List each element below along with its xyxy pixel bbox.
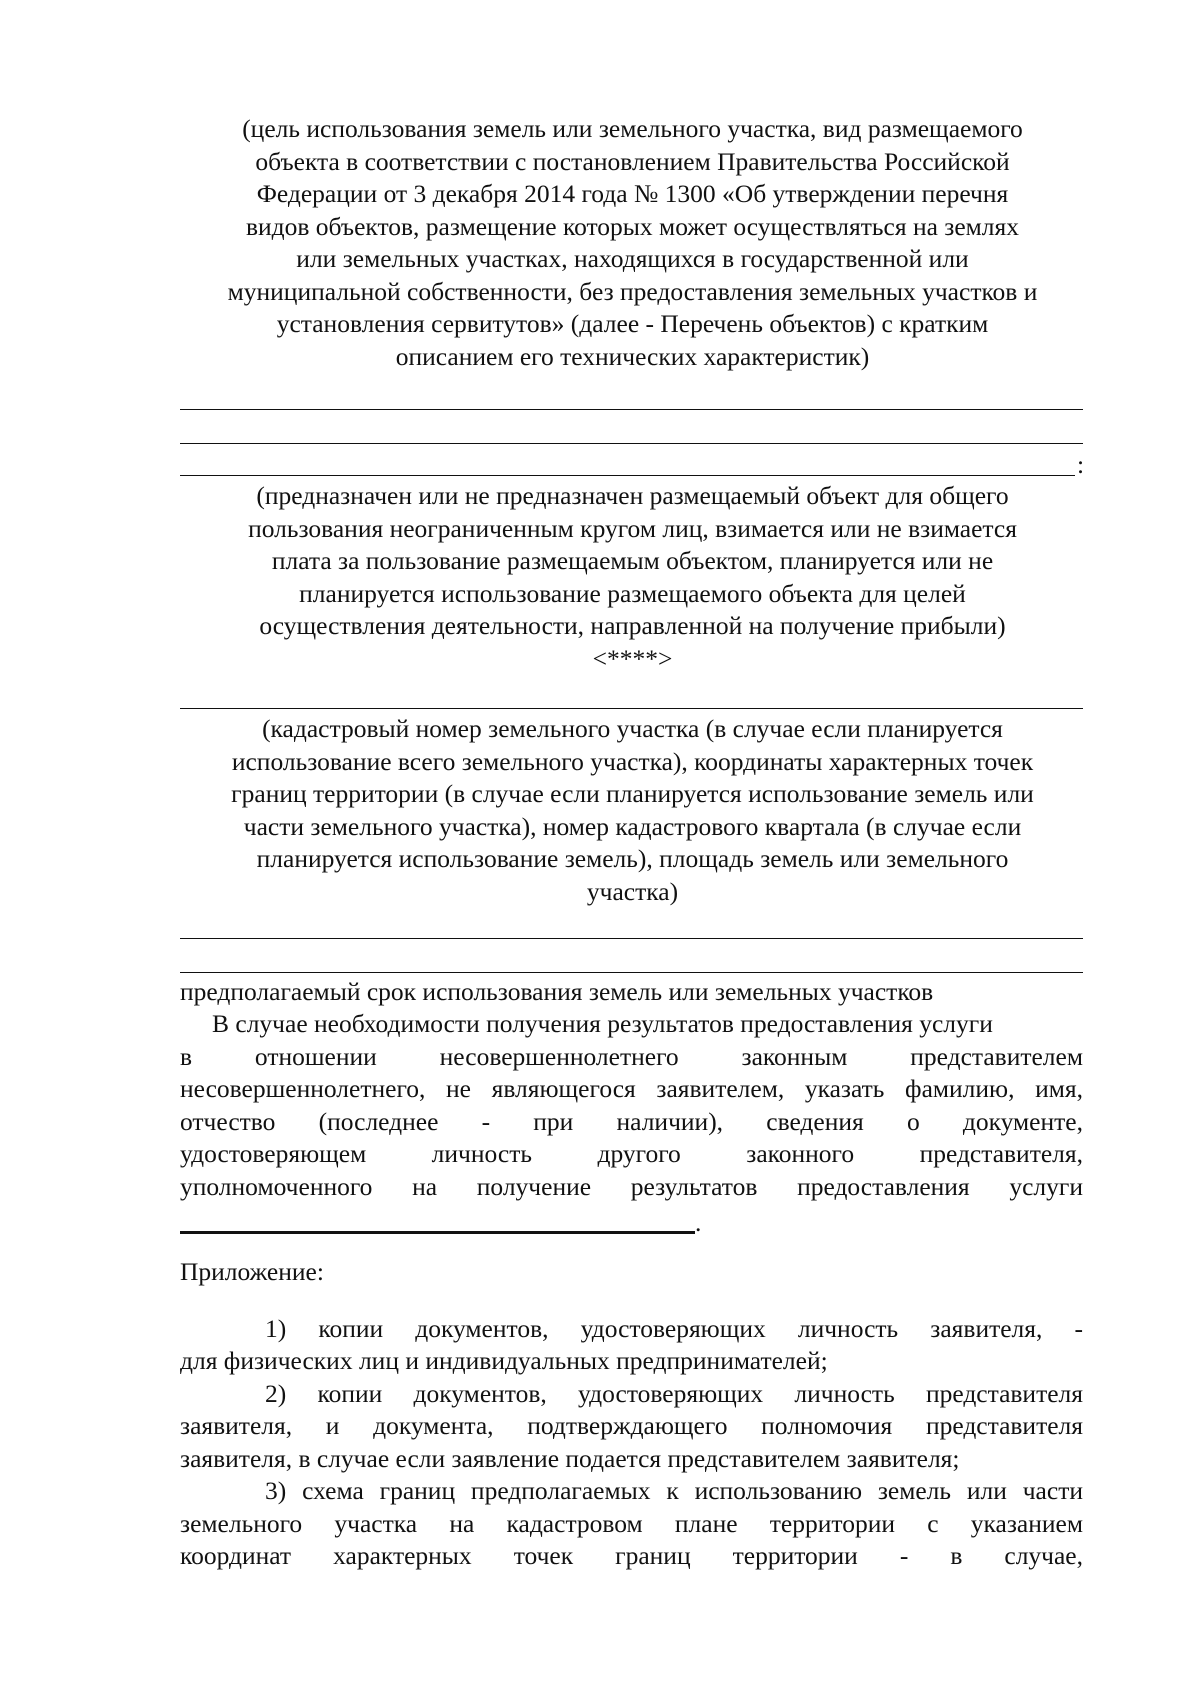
caption-line: видов объектов, размещение которых может осуществляться на землях <box>245 211 1020 241</box>
appendix-item-line: заявителя, в случае если заявление подается представителем заявителя; <box>180 1444 960 1473</box>
minor-paragraph-line: несовершеннолетнего, не являющегося заявителем, указать фамилию, имя, <box>180 1074 1083 1103</box>
minor-paragraph-line: в отношении несовершеннолетнего законным представителем <box>180 1042 1083 1071</box>
minor-paragraph-line: В случае необходимости получения результатов предоставления услуги <box>212 1009 993 1038</box>
appendix-item-line: для физических лиц и индивидуальных предпринимателей; <box>180 1346 828 1375</box>
caption-line: границ территории (в случае если планируется использование земель или <box>231 779 1034 808</box>
appendix-item-line: 2) копии документов, удостоверяющих личность представителя <box>265 1379 1083 1408</box>
appendix-item-line: 3) схема границ предполагаемых к использованию земель или части <box>265 1476 1083 1505</box>
minor-paragraph-line: уполномоченного на получение результатов предоставления услуги <box>180 1172 1083 1201</box>
blank-line <box>180 972 1083 973</box>
period-mark: . <box>695 1208 702 1237</box>
blank-line <box>180 443 1083 444</box>
caption-line: описанием его технических характеристик) <box>395 341 870 371</box>
caption-line: установления сервитутов» (далее - Перечень объектов) с кратким <box>276 309 989 338</box>
purpose-caption <box>175 113 1090 373</box>
caption-line: плата за пользование размещаемым объектом, планируется или не <box>271 546 994 575</box>
appendix-item-line: 1) копии документов, удостоверяющих личность заявителя, - <box>265 1314 1083 1343</box>
caption-line: использование всего земельного участка), координаты характерных точек <box>231 746 1034 776</box>
caption-line: или земельных участках, находящихся в государственной или <box>296 244 969 273</box>
caption-line: планируется использование размещаемого объекта для целей <box>299 578 966 608</box>
appendix-heading: Приложение: <box>180 1257 324 1286</box>
caption-line: объекта в соответствии с постановлением Правительства Российской <box>255 146 1010 176</box>
minor-paragraph-line: отчество (последнее - при наличии), сведения о документе, <box>180 1107 1083 1136</box>
cadastral-caption <box>175 713 1090 908</box>
blank-line <box>180 1231 695 1234</box>
caption-line: (цель использования земель или земельного участка, вид размещаемого <box>242 114 1023 143</box>
designation-caption <box>175 480 1090 675</box>
caption-line: планируется использование земель), площадь земель или земельного <box>256 844 1009 873</box>
appendix-item-line: земельного участка на кадастровом плане территории с указанием <box>180 1509 1083 1538</box>
caption-line: (кадастровый номер земельного участка (в случае если планируется <box>262 714 1003 743</box>
caption-line: муниципальной собственности, без предоставления земельных участков и <box>227 276 1038 306</box>
caption-line: участка) <box>586 876 679 906</box>
blank-line <box>180 409 1083 410</box>
blank-line <box>180 938 1083 939</box>
term-label: предполагаемый срок использования земель или земельных участков <box>180 977 934 1006</box>
minor-paragraph-line: удостоверяющем личность другого законного представителя, <box>180 1139 1083 1168</box>
caption-line: Федерации от 3 декабря 2014 года № 1300 «Об утверждении перечня <box>256 179 1009 208</box>
appendix-item-line: заявителя, и документа, подтверждающего полномочия представителя <box>180 1411 1083 1440</box>
blank-line <box>180 708 1083 709</box>
colon-mark: : <box>1077 450 1085 479</box>
appendix-item-line: координат характерных точек границ территории - в случае, <box>180 1541 1083 1570</box>
caption-line: части земельного участка), номер кадастрового квартала (в случае если <box>243 811 1022 841</box>
caption-line: осуществления деятельности, направленной на получение прибыли) <box>259 611 1006 640</box>
caption-line: (предназначен или не предназначен размещаемый объект для общего <box>256 481 1009 510</box>
blank-line <box>180 475 1075 476</box>
caption-line: пользования неограниченным кругом лиц, взимается или не взимается <box>248 513 1017 543</box>
footnote-marker: <****> <box>592 643 673 673</box>
